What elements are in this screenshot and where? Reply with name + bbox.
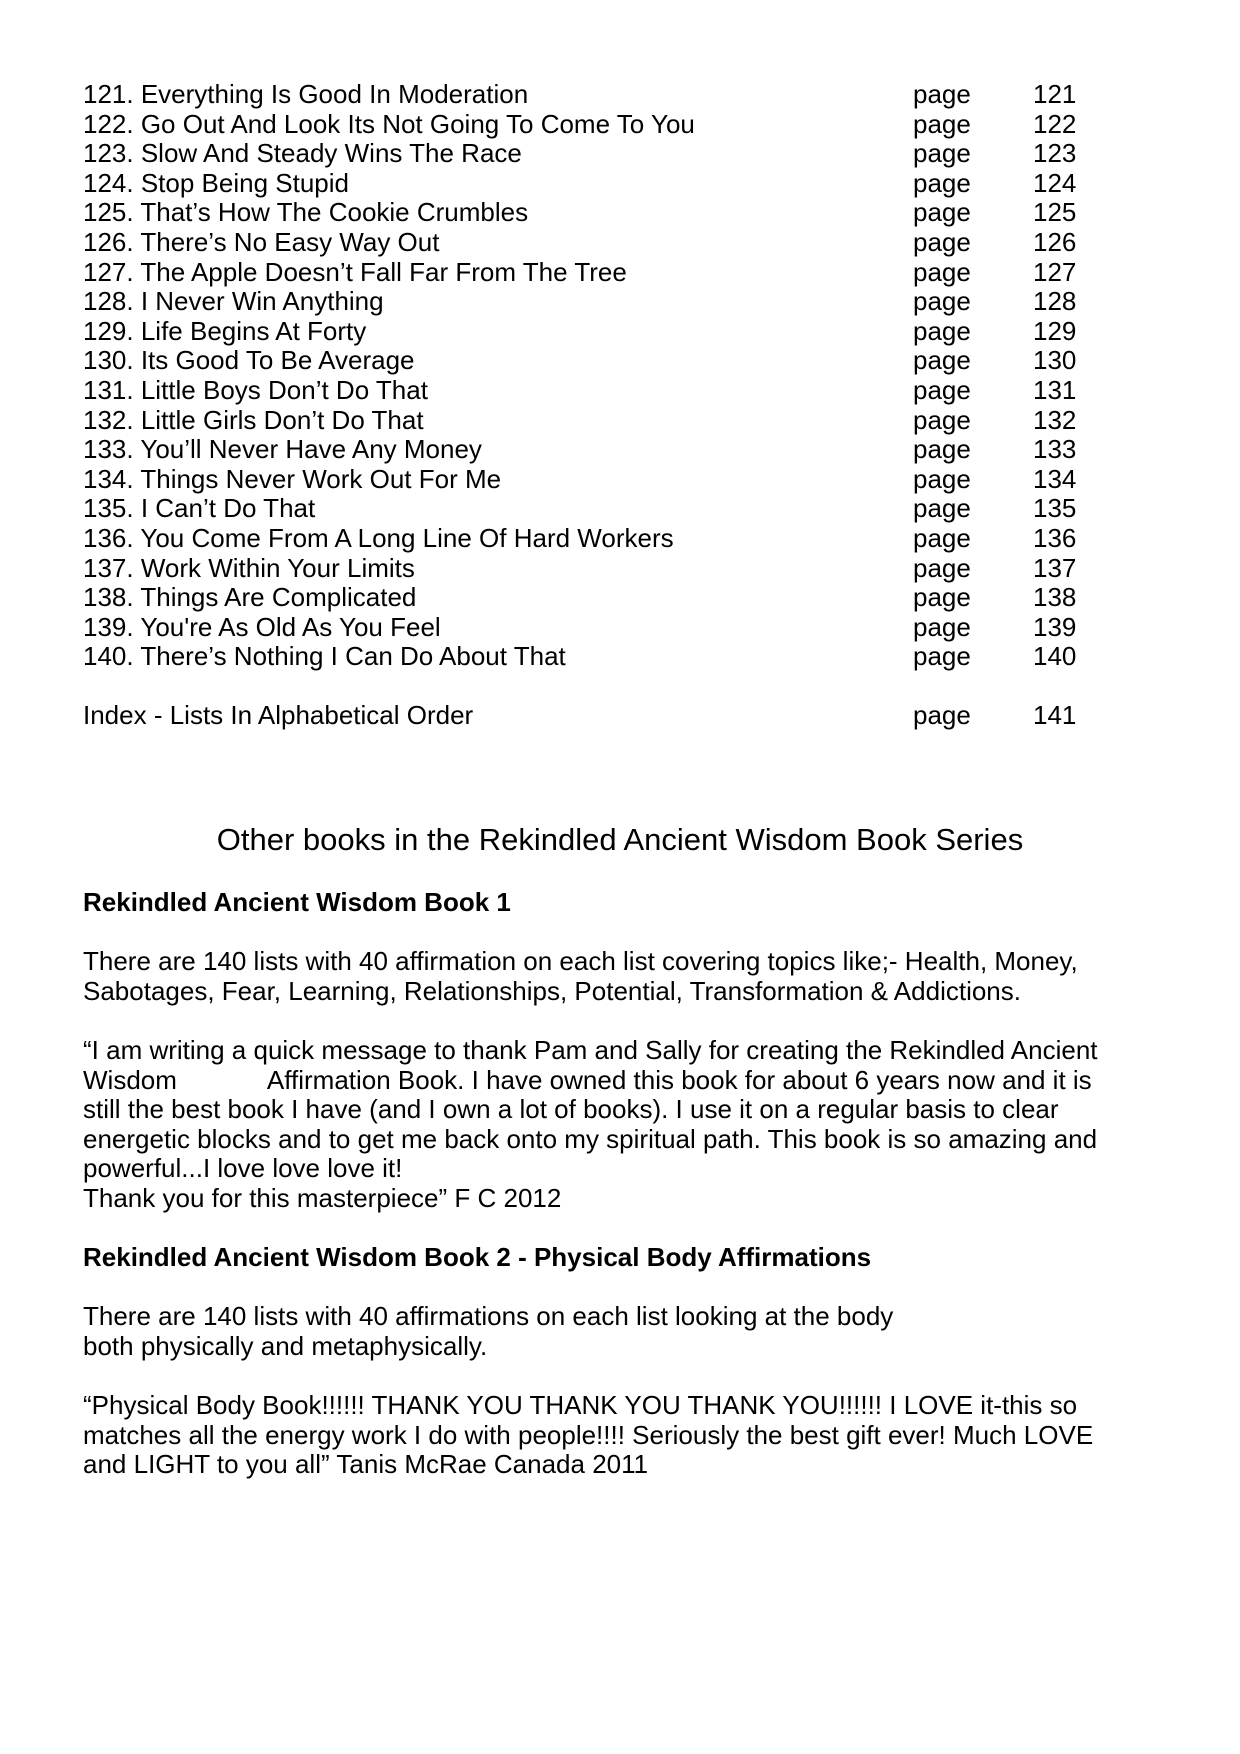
book-1-testimonial-line: powerful...I love love love it!: [83, 1153, 403, 1184]
book-1-title: Rekindled Ancient Wisdom Book 1: [83, 887, 511, 917]
toc-page-number: 140: [1033, 641, 1077, 672]
toc-page-number: 127: [1033, 256, 1077, 287]
toc-page-number: 124: [1033, 167, 1077, 198]
toc-entry: [83, 287, 1103, 317]
book-1-testimonial: [83, 1036, 1163, 1214]
toc-entry-title: Index - Lists In Alphabetical Order: [83, 699, 474, 730]
toc-page-label: page: [913, 641, 971, 672]
toc-page-number: 123: [1033, 138, 1077, 169]
toc-entry: [83, 376, 1103, 406]
book-1-testimonial-fragment: Wisdom: [83, 1064, 177, 1095]
book-2-title: Rekindled Ancient Wisdom Book 2 - Physical Body Affirmations: [83, 1242, 872, 1273]
toc-entry: [83, 583, 1103, 613]
toc-entry: [83, 554, 1103, 584]
toc-entry-title: 133. You’ll Never Have Any Money: [83, 434, 482, 465]
toc-entry: [83, 613, 1103, 643]
toc-entry: [83, 228, 1103, 258]
toc-entry: [83, 465, 1103, 495]
toc-entry: [83, 198, 1103, 228]
toc-index-entry: [83, 701, 1103, 731]
toc-page-number: 122: [1033, 108, 1077, 139]
toc-page-number: 131: [1033, 374, 1077, 405]
toc-entry-title: 135. I Can’t Do That: [83, 493, 316, 524]
toc-page-label: page: [913, 404, 971, 435]
toc-page-label: page: [913, 582, 971, 613]
book-1-testimonial-line: “I am writing a quick message to thank Pam and Sally for creating the Rekindled Ancient: [83, 1034, 1098, 1065]
toc-entry: [83, 139, 1103, 169]
toc-entry-title: 125. That’s How The Cookie Crumbles: [83, 197, 529, 228]
toc-page-number: 136: [1033, 522, 1077, 553]
toc-entry: [83, 494, 1103, 524]
other-books-section: [83, 888, 1163, 1509]
toc-entry-title: 134. Things Never Work Out For Me: [83, 463, 502, 494]
other-books-heading: Other books in the Rekindled Ancient Wisdom Book Series: [216, 822, 1024, 857]
book-2-testimonial: [83, 1391, 1163, 1480]
toc-page-label: page: [913, 79, 971, 109]
toc-page-number: 121: [1033, 79, 1077, 109]
toc-entry: [83, 406, 1103, 436]
book-1-testimonial-line: [83, 1066, 1163, 1096]
toc-entry-title: 139. You're As Old As You Feel: [83, 611, 441, 642]
toc-page-label: page: [913, 463, 971, 494]
toc-entry-title: 127. The Apple Doesn’t Fall Far From The Tree: [83, 256, 627, 287]
toc-entry: [83, 642, 1103, 672]
toc-page-number: 126: [1033, 226, 1077, 257]
toc-page-label: page: [913, 226, 971, 257]
toc-entry-title: 122. Go Out And Look Its Not Going To Come To You: [83, 108, 695, 139]
book-1-description-line: Sabotages, Fear, Learning, Relationships, Potential, Transformation & Addictions.: [83, 975, 1021, 1006]
book-2-description: [83, 1302, 1163, 1361]
toc-entry-title: 123. Slow And Steady Wins The Race: [83, 138, 522, 169]
book-1: [83, 888, 1163, 1214]
toc-page-number: 133: [1033, 434, 1077, 465]
toc-entry: [83, 346, 1103, 376]
toc-page-number: 128: [1033, 286, 1077, 317]
toc-entry-title: 131. Little Boys Don’t Do That: [83, 374, 428, 405]
book-1-description: [83, 947, 1163, 1006]
toc-page-label: page: [913, 315, 971, 346]
toc-entry: [83, 80, 1103, 110]
book-1-testimonial-fragment: Affirmation Book. I have owned this book for about 6 years now and it is: [266, 1064, 1092, 1095]
toc-entry-title: 129. Life Begins At Forty: [83, 315, 367, 346]
toc-page-number: 130: [1033, 345, 1077, 376]
toc-entry: [83, 258, 1103, 288]
toc-entry: [83, 524, 1103, 554]
toc-page-number: 135: [1033, 493, 1077, 524]
toc-page-label: page: [913, 345, 971, 376]
toc-entry-title: 121. Everything Is Good In Moderation: [83, 79, 529, 109]
table-of-contents: [83, 80, 1103, 730]
toc-page-label: page: [913, 434, 971, 465]
book-2-testimonial-line: “Physical Body Book!!!!!! THANK YOU THANK YOU THANK YOU!!!!!! I LOVE it-this so: [83, 1390, 1078, 1421]
toc-page-label: page: [913, 138, 971, 169]
toc-page-label: page: [913, 699, 971, 730]
toc-page-number: 141: [1033, 699, 1077, 730]
toc-page-label: page: [913, 108, 971, 139]
toc-page-label: page: [913, 493, 971, 524]
toc-entry: [83, 169, 1103, 199]
toc-entry-title: 140. There’s Nothing I Can Do About That: [83, 641, 566, 672]
toc-page-label: page: [913, 374, 971, 405]
toc-entry-title: 130. Its Good To Be Average: [83, 345, 415, 376]
book-1-testimonial-line: still the best book I have (and I own a lot of books). I use it on a regular basis to clear: [83, 1094, 1059, 1125]
book-2-description-line: There are 140 lists with 40 affirmations on each list looking at the body: [83, 1301, 894, 1332]
book-2: [83, 1243, 1163, 1480]
toc-page-number: 132: [1033, 404, 1077, 435]
book-2-description-line: both physically and metaphysically.: [83, 1330, 488, 1361]
toc-entry-title: 137. Work Within Your Limits: [83, 552, 415, 583]
toc-page-number: 125: [1033, 197, 1077, 228]
toc-page-label: page: [913, 552, 971, 583]
toc-entry: [83, 435, 1103, 465]
toc-page-number: 137: [1033, 552, 1077, 583]
toc-entry-title: 138. Things Are Complicated: [83, 582, 417, 613]
toc-page-label: page: [913, 167, 971, 198]
toc-page-label: page: [913, 197, 971, 228]
book-2-testimonial-line: matches all the energy work I do with people!!!! Seriously the best gift ever! Much LOVE: [83, 1419, 1094, 1450]
toc-entry-title: 136. You Come From A Long Line Of Hard Workers: [83, 522, 674, 553]
toc-entry-title: 132. Little Girls Don’t Do That: [83, 404, 424, 435]
book-1-description-line: There are 140 lists with 40 affirmation on each list covering topics like;- Health, Money,: [83, 946, 1078, 977]
toc-page-label: page: [913, 256, 971, 287]
toc-page-label: page: [913, 611, 971, 642]
book-1-testimonial-line: Thank you for this masterpiece” F C 2012: [83, 1182, 562, 1213]
toc-page-number: 138: [1033, 582, 1077, 613]
toc-entry-title: 124. Stop Being Stupid: [83, 167, 349, 198]
toc-page-label: page: [913, 522, 971, 553]
toc-entry: [83, 110, 1103, 140]
book-1-testimonial-line: energetic blocks and to get me back onto my spiritual path. This book is so amazing and: [83, 1123, 1098, 1154]
toc-entry: [83, 317, 1103, 347]
toc-entry-title: 128. I Never Win Anything: [83, 286, 384, 317]
book-2-testimonial-line: and LIGHT to you all” Tanis McRae Canada 2011: [83, 1449, 649, 1480]
toc-page-number: 139: [1033, 611, 1077, 642]
toc-page-number: 129: [1033, 315, 1077, 346]
toc-page-number: 134: [1033, 463, 1077, 494]
toc-entry-title: 126. There’s No Easy Way Out: [83, 226, 440, 257]
toc-page-label: page: [913, 286, 971, 317]
